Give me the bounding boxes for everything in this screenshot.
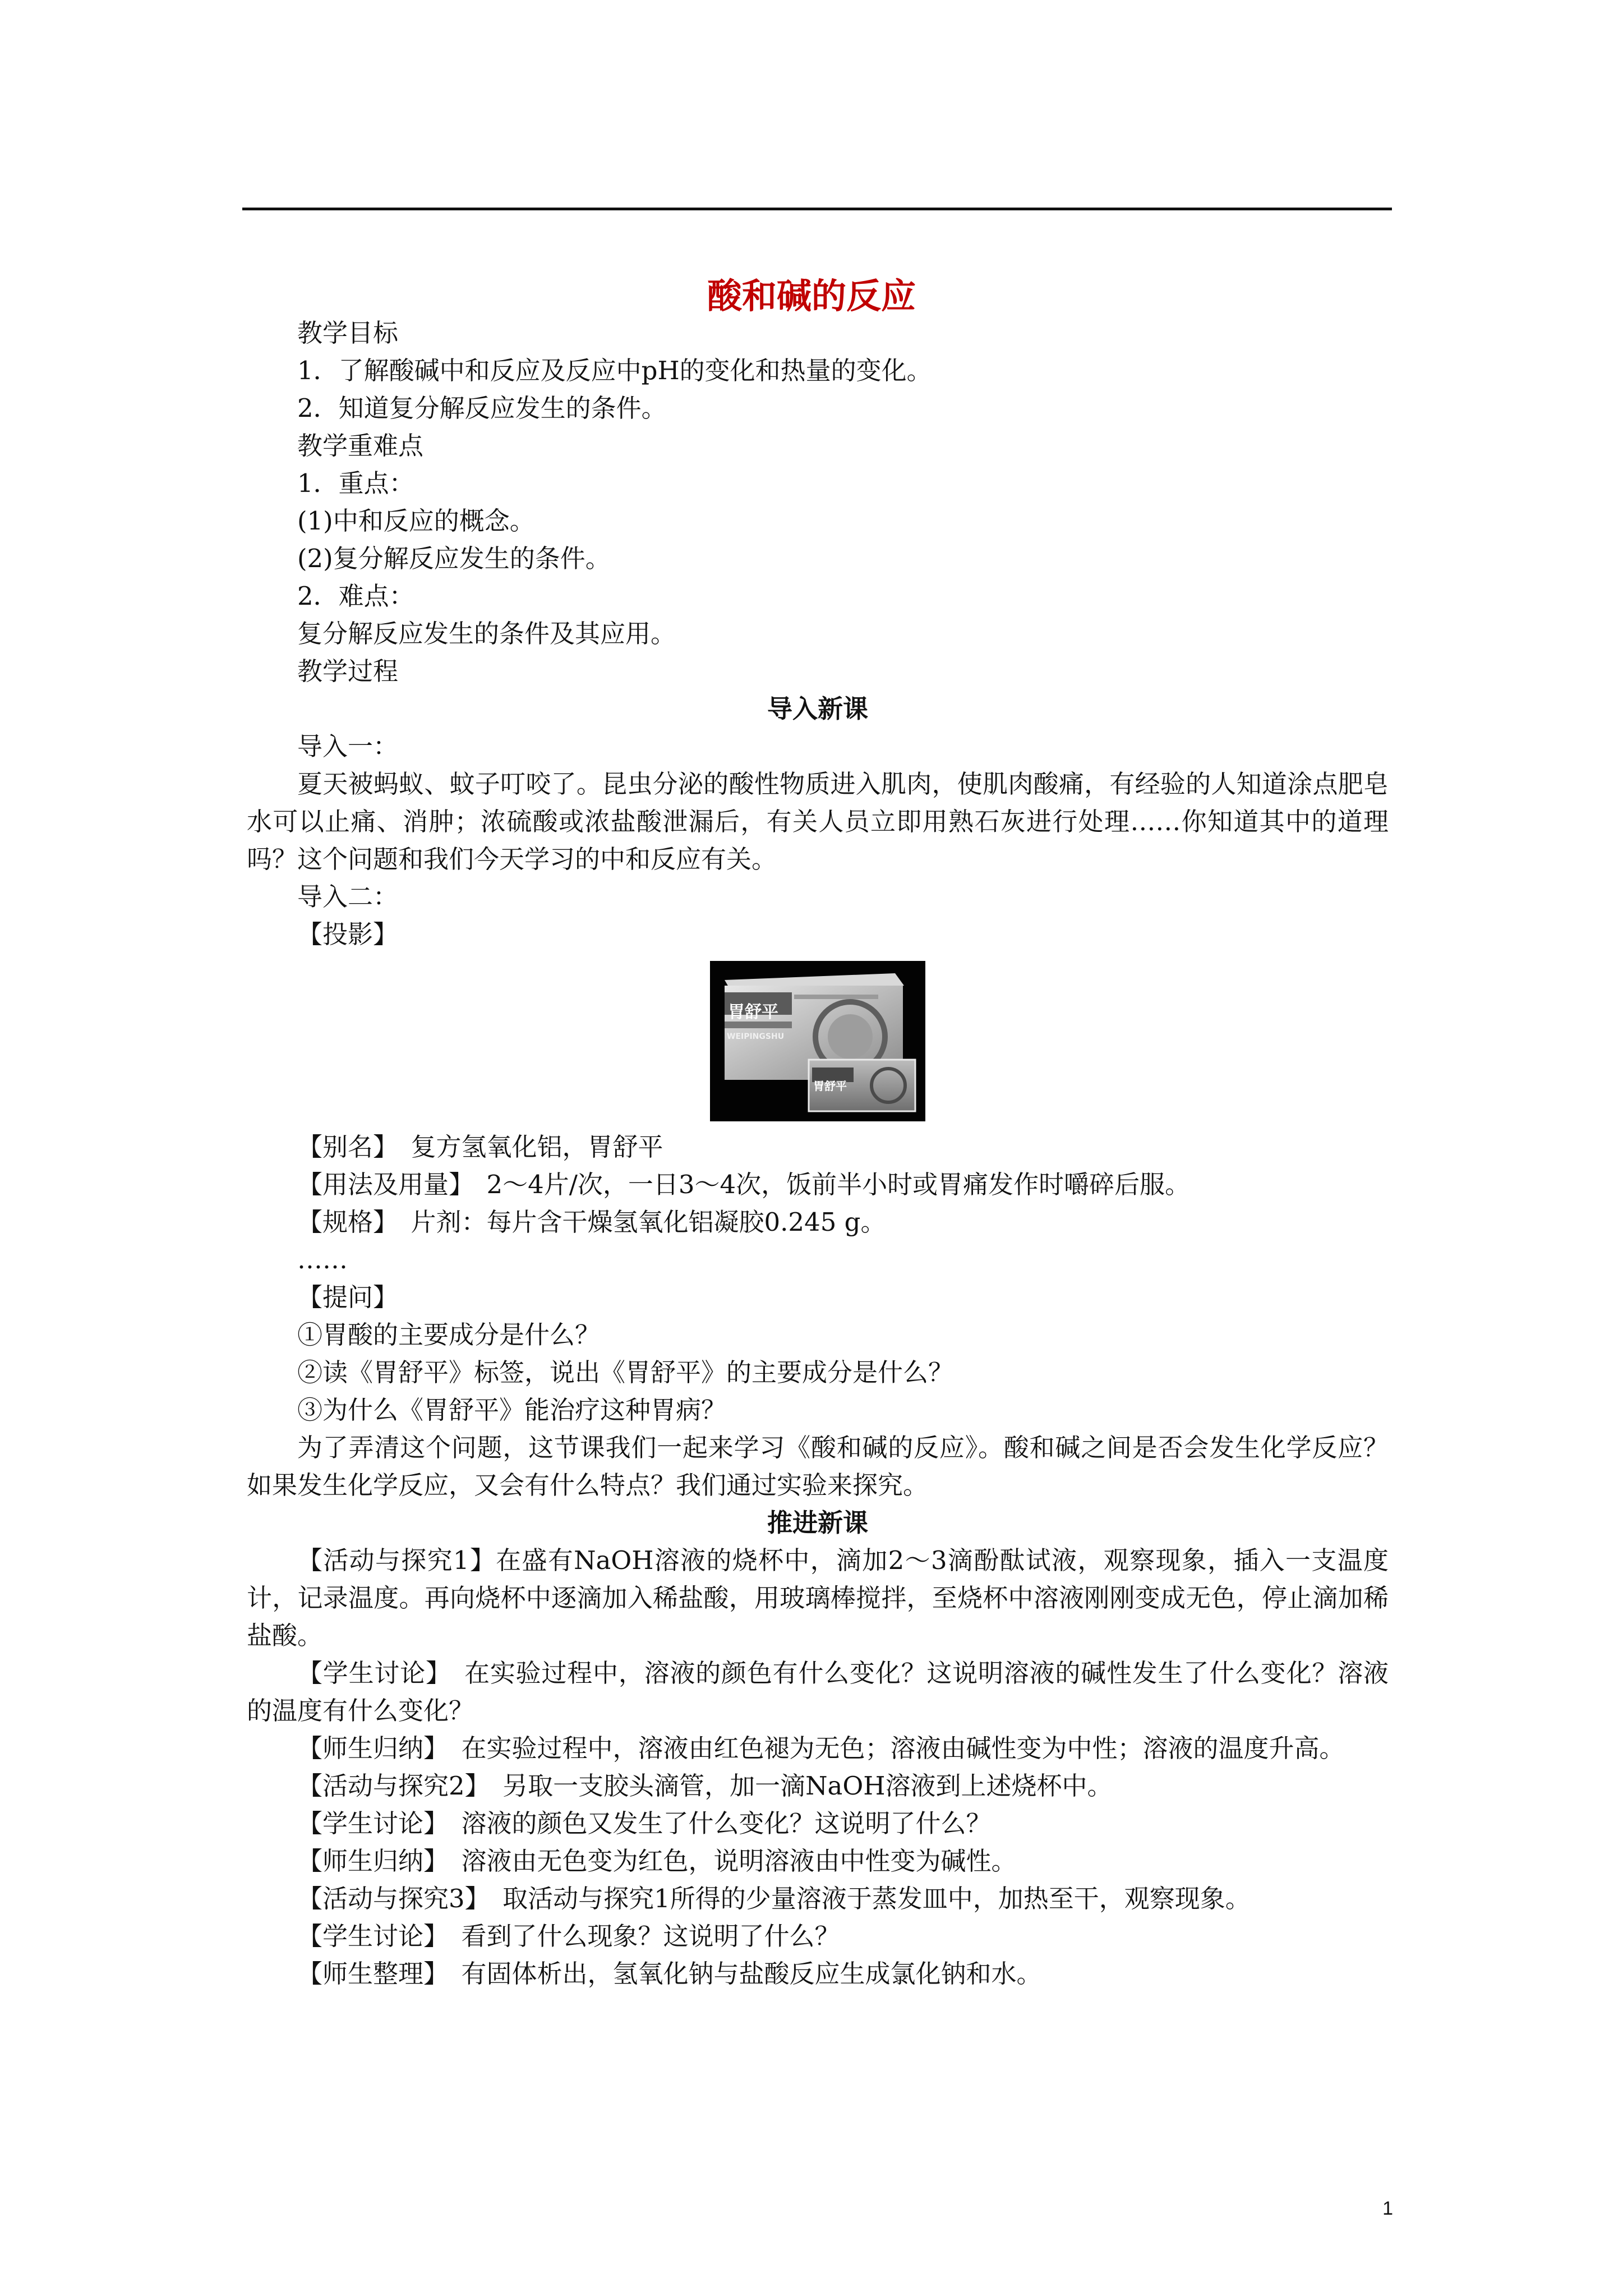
paragraph: 【学生讨论】 看到了什么现象？这说明了什么？: [297, 1921, 840, 1951]
paragraph: 【活动与探究3】 取活动与探究1所得的少量溶液于蒸发皿中，加热至干，观察现象。: [297, 1884, 1251, 1913]
paragraph: 教学目标: [297, 318, 399, 348]
box-label-pinyin: WEIPINGSHU: [727, 1032, 785, 1041]
paragraph: ……: [297, 1245, 348, 1274]
paragraph: 【师生归纳】 溶液由无色变为红色，说明溶液由中性变为碱性。: [297, 1846, 1017, 1876]
paragraph: 导入一：: [297, 731, 399, 761]
paragraph: 【师生归纳】 在实验过程中，溶液由红色褪为无色；溶液由碱性变为中性；溶液的温度升高。: [297, 1733, 1345, 1763]
paragraph: 2．知道复分解反应发生的条件。: [297, 393, 667, 423]
paragraph: 夏天被蚂蚁、蚊子叮咬了。昆虫分泌的酸性物质进入肌肉，使肌肉酸痛，有经验的人知道涂点肥皂水可以止痛、消肿；浓硫酸或浓盐酸泄漏后，有关人员立即用熟石灰进行处理……你知道其中的道理吗？这个问题和我们今天学习的中和反应有关。: [247, 769, 1389, 874]
paragraph: 【师生整理】 有固体析出，氢氧化钠与盐酸反应生成氯化钠和水。: [297, 1959, 1042, 1989]
paragraph: ③为什么《胃舒平》能治疗这种胃病？: [297, 1395, 727, 1425]
paragraph: 【别名】 复方氢氧化铝，胃舒平: [297, 1132, 663, 1162]
paragraph: 【提问】: [297, 1282, 399, 1312]
paragraph: 复分解反应发生的条件及其应用。: [297, 619, 676, 648]
paragraph: 为了弄清这个问题，这节课我们一起来学习《酸和碱的反应》。酸和碱之间是否会发生化学反应？如果发生化学反应，又会有什么特点？我们通过实验来探究。: [247, 1433, 1389, 1500]
paragraph: (2)复分解反应发生的条件。: [297, 544, 611, 573]
paragraph: 【学生讨论】 在实验过程中，溶液的颜色有什么变化？这说明溶液的碱性发生了什么变化？溶液的温度有什么变化？: [247, 1658, 1389, 1726]
paragraph: 1．了解酸碱中和反应及反应中pH的变化和热量的变化。: [297, 356, 932, 385]
page-number: 1: [1382, 2198, 1393, 2219]
paragraph: (1)中和反应的概念。: [297, 506, 535, 536]
paragraph: 【投影】: [297, 919, 399, 949]
paragraph: 1．重点：: [297, 468, 414, 498]
document-title: 酸和碱的反应: [707, 275, 916, 316]
paragraph: 导入二：: [297, 882, 399, 912]
paragraph: 【学生讨论】 溶液的颜色又发生了什么变化？这说明了什么？: [297, 1809, 992, 1838]
paragraph: ①胃酸的主要成分是什么？: [297, 1320, 601, 1350]
medicine-box-image: [710, 961, 925, 1121]
box-label-large: 胃舒平: [728, 1002, 778, 1022]
header-rule: [242, 208, 1392, 210]
paragraph: 【活动与探究2】 另取一支胶头滴管，加一滴NaOH溶液到上述烧杯中。: [297, 1771, 1113, 1801]
section-heading: 推进新课: [767, 1508, 868, 1538]
paragraph: 2．难点：: [297, 581, 414, 611]
paragraph: ②读《胃舒平》标签，说出《胃舒平》的主要成分是什么？: [297, 1358, 954, 1387]
section-heading: 导入新课: [767, 694, 868, 724]
paragraph: 【用法及用量】 2～4片/次，一日3～4次，饭前半小时或胃痛发作时嚼碎后服。: [297, 1170, 1191, 1199]
paragraph: 【活动与探究1】在盛有NaOH溶液的烧杯中，滴加2～3滴酚酞试液，观察现象，插入一支温度计，记录温度。再向烧杯中逐滴加入稀盐酸，用玻璃棒搅拌，至烧杯中溶液刚刚变成无色，停止滴加稀盐酸。: [247, 1545, 1389, 1650]
paragraph: 教学重难点: [297, 431, 424, 461]
box-label-small: 胃舒平: [813, 1079, 847, 1093]
paragraph: 教学过程: [297, 656, 399, 686]
medicine-box-figure: [247, 961, 1389, 1121]
paragraph: 【规格】 片剂：每片含干燥氢氧化铝凝胶0.245 g。: [297, 1207, 886, 1237]
document-body: [247, 314, 1389, 1993]
